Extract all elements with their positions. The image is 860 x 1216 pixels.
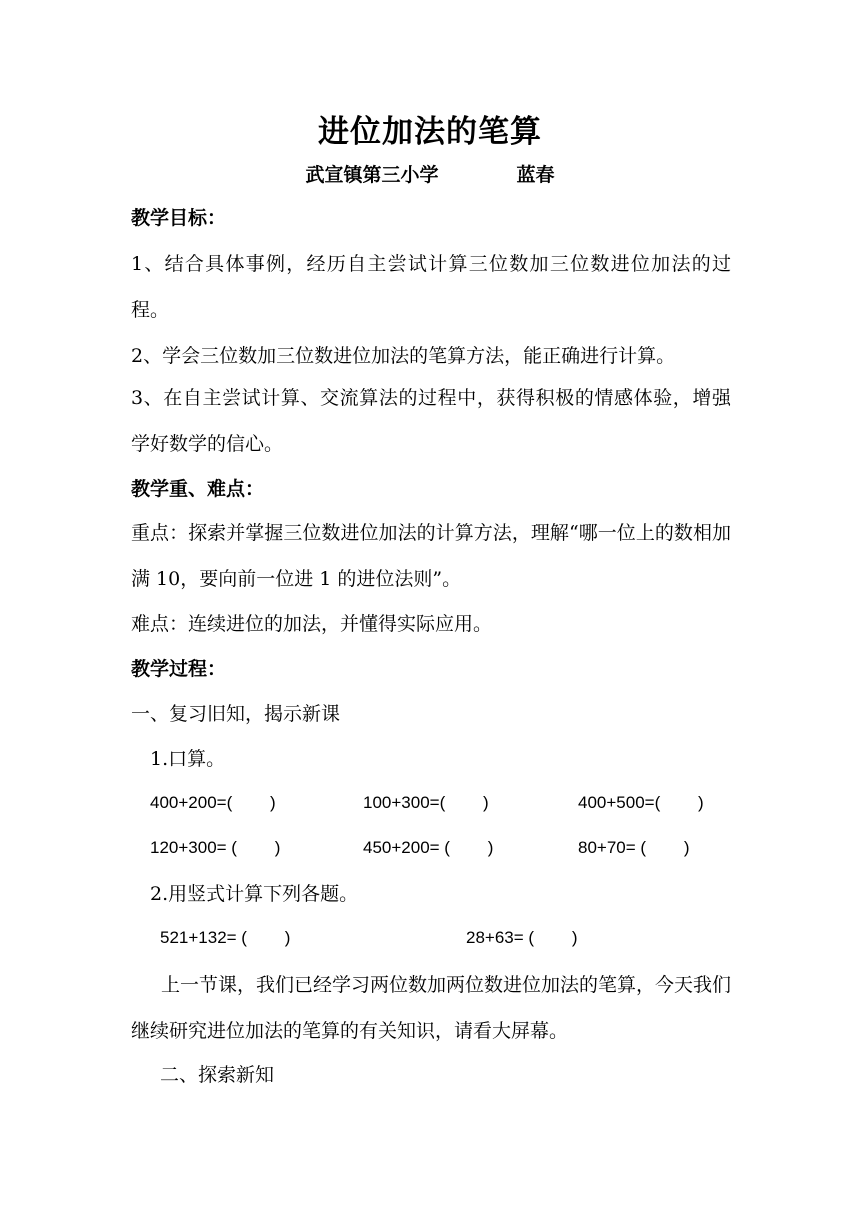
goal-item-3: 3、在自主尝试计算、交流算法的过程中，获得积极的情感体验，增强学好数学的信心。 [131,387,731,455]
author-name: 蓝春 [516,164,555,186]
oral-problem: 400+200=( ) [150,793,276,812]
oral-problem: 100+300=( ) [363,793,489,812]
vertical-calc-heading: 2.用竖式计算下列各题。 [150,883,359,905]
oral-calc-heading: 1.口算。 [150,748,226,770]
key-points-heading: 教学重、难点： [131,478,265,500]
oral-problem: 80+70= ( ) [578,838,690,857]
school-name: 武宣镇第三小学 [305,164,439,186]
subtitle [0,160,860,187]
goals-heading: 教学目标： [131,207,227,229]
oral-problem: 120+300= ( ) [150,838,281,857]
key-point: 重点：探索并掌握三位数进位加法的计算方法，理解“哪一位上的数相加满 10，要向前一位进 1 的进位法则”。 [131,522,731,590]
oral-problem: 400+500=( ) [578,793,704,812]
process-heading: 教学过程： [131,658,227,680]
section-explore-heading: 二、探索新知 [160,1064,275,1086]
goal-item-2: 2、学会三位数加三位数进位加法的笔算方法，能正确进行计算。 [131,345,676,367]
vertical-problem: 28+63= ( ) [466,928,578,947]
section-review-heading: 一、复习旧知，揭示新课 [131,703,341,725]
goal-item-1: 1、结合具体事例，经历自主尝试计算三位数加三位数进位加法的过程。 [131,253,731,321]
page-title: 进位加法的笔算 [318,114,542,150]
lesson-intro: 上一节课，我们已经学习两位数加两位数进位加法的笔算，今天我们继续研究进位加法的笔算的有关知识，请看大屏幕。 [131,974,732,1042]
vertical-problem: 521+132= ( ) [160,928,291,947]
difficult-point: 难点：连续进位的加法，并懂得实际应用。 [131,613,493,635]
oral-problem: 450+200= ( ) [363,838,494,857]
